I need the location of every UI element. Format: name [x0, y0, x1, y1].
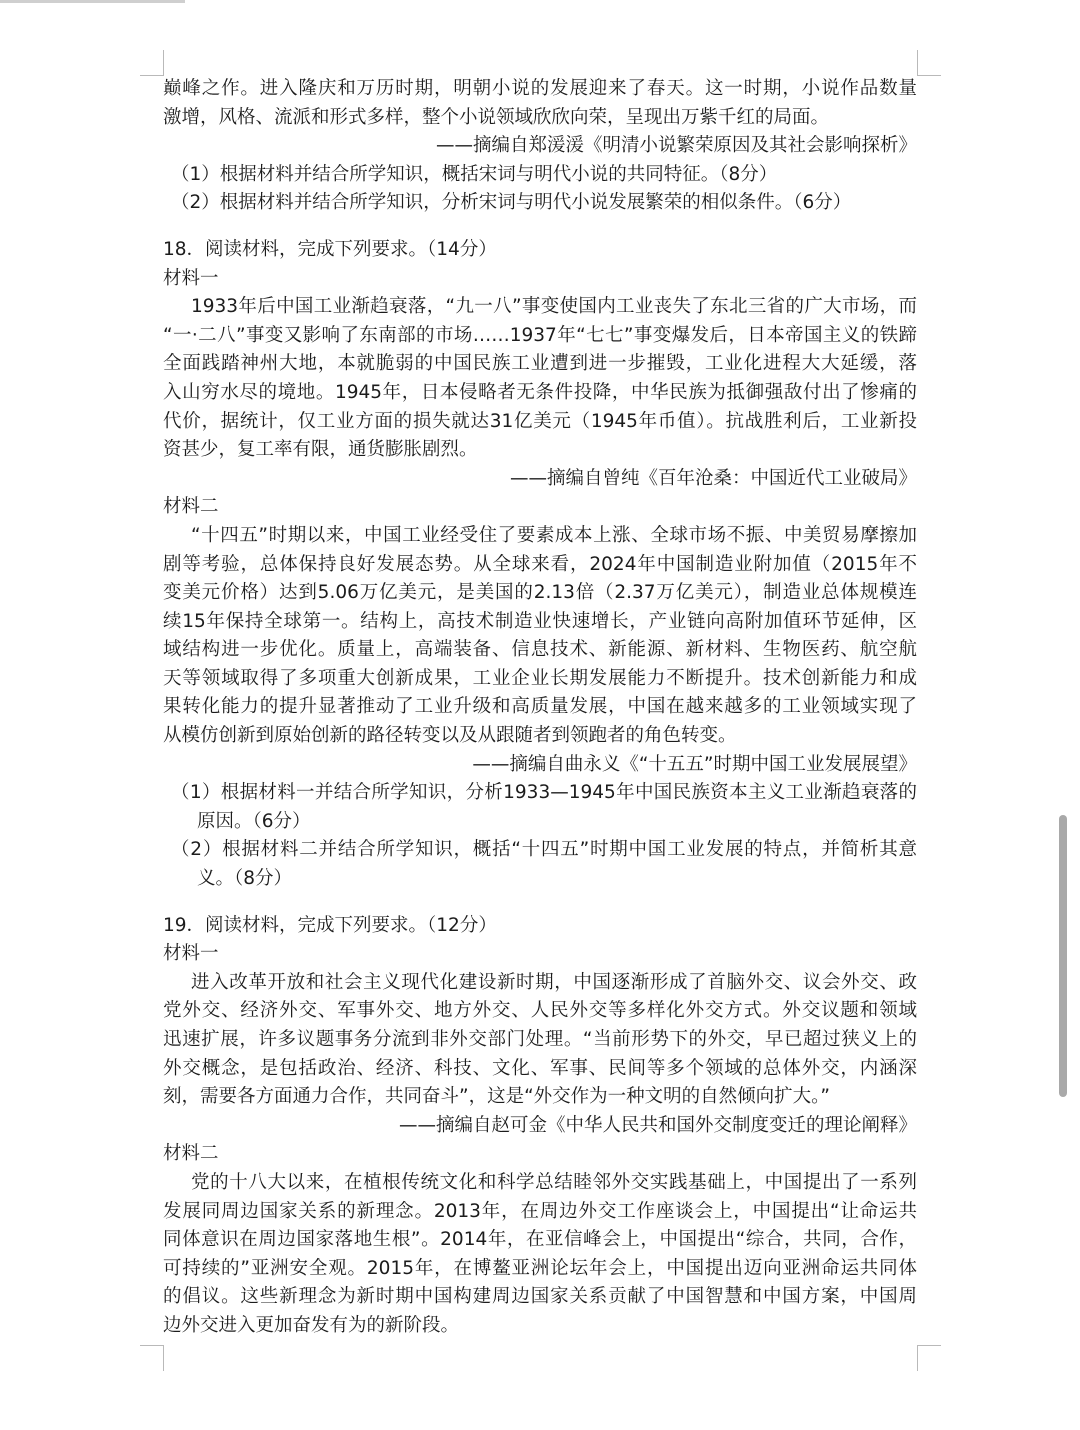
paragraph-line: “十四五”时期以来，中国工业经受住了要素成本上涨、全球市场不振、中美贸易摩擦加 [191, 524, 917, 546]
material-label: 材料二 [163, 1143, 219, 1165]
question-heading: 19．阅读材料，完成下列要求。（12分） [163, 914, 497, 936]
sub-question-line: （1）根据材料一并结合所学知识，分析1933—1945年中国民族资本主义工业渐趋衰落的 [171, 782, 917, 804]
source-citation: ——摘编自曲永义《“十五五”时期中国工业发展展望》 [472, 753, 917, 775]
paragraph-line: 剧等考验，总体保持良好发展态势。从全球来看，2024年中国制造业附加值（2015年不 [163, 553, 917, 575]
material-label: 材料一 [163, 267, 219, 289]
paragraph-line: 同体意识在周边国家落地生根”。2014年，在亚信峰会上，中国提出“综合，共同，合作， [163, 1229, 917, 1251]
crop-mark-bottom-right-h [917, 1345, 941, 1346]
paragraph-line: 边外交进入更加奋发有为的新阶段。 [163, 1314, 460, 1336]
paragraph-line: “一·二八”事变又影响了东南部的市场……1937年“七七”事变爆发后，日本帝国主义的铁蹄 [163, 324, 917, 346]
sub-question-line: 原因。（6分） [197, 810, 311, 832]
section-gap [163, 894, 917, 912]
paragraph-line: 巅峰之作。进入隆庆和万历时期，明朝小说的发展迎来了春天。这一时期，小说作品数量 [163, 78, 917, 99]
paragraph-line: 从模仿创新到原始创新的路径转变以及从跟随者到领跑者的角色转变。 [163, 725, 737, 747]
paragraph-line: 全面践踏神州大地，本就脆弱的中国民族工业遭到进一步摧毁，工业化进程大大延缓，落 [163, 353, 917, 375]
crop-mark-top-left [163, 50, 164, 76]
paragraph-line: 资甚少，复工率有限，通货膨胀剧烈。 [163, 439, 478, 461]
paragraph-line: 果转化能力的提升显著推动了工业升级和高质量发展，中国在越来越多的工业领域实现了 [163, 696, 917, 718]
paragraph-line: 入山穷水尽的境地。1945年，日本侵略者无条件投降，中华民族为抵御强敌付出了惨痛的 [163, 381, 917, 403]
paragraph-line: 天等领域取得了多项重大创新成果，工业企业长期发展能力不断提升。技术创新能力和成 [163, 667, 917, 689]
paragraph-line: 进入改革开放和社会主义现代化建设新时期，中国逐渐形成了首脑外交、议会外交、政 [191, 971, 917, 993]
crop-mark-bottom-left [163, 1345, 164, 1371]
paragraph-line: 域结构进一步优化。质量上，高端装备、信息技术、新能源、新材料、生物医药、航空航 [163, 639, 917, 661]
paragraph-line: 党的十八大以来，在植根传统文化和科学总结睦邻外交实践基础上，中国提出了一系列 [191, 1171, 917, 1193]
sub-question-line: 义。（8分） [197, 868, 293, 890]
source-citation: ——摘编自郑湲湲《明清小说繁荣原因及其社会影响探析》 [435, 135, 917, 157]
paragraph-line: 激增，风格、流派和形式多样，整个小说领域欣欣向荣，呈现出万紫千红的局面。 [163, 106, 830, 128]
crop-mark-bottom-right [917, 1345, 918, 1371]
paragraph-line: 外交概念，是包括政治、经济、科技、文化、军事、民间等多个领域的总体外交，内涵深 [163, 1057, 917, 1079]
crop-mark-top-right [917, 50, 918, 76]
section-gap [163, 218, 917, 236]
document-page [163, 75, 917, 1341]
crop-mark-bottom-left-h [140, 1345, 164, 1346]
question-heading: 18．阅读材料，完成下列要求。（14分） [163, 238, 497, 260]
crop-mark-top-left-h [140, 75, 164, 76]
source-citation: ——摘编自赵可金《中华人民共和国外交制度变迁的理论阐释》 [398, 1114, 917, 1136]
sub-question-line: （2）根据材料并结合所学知识，分析宋词与明代小说发展繁荣的相似条件。（6分） [171, 192, 852, 214]
sub-question-line: （2）根据材料二并结合所学知识，概括“十四五”时期中国工业发展的特点，并简析其意 [171, 839, 917, 861]
paragraph-line: 代价，据统计，仅工业方面的损失就达31亿美元（1945年币值）。抗战胜利后，工业新投 [163, 410, 917, 432]
material-label: 材料二 [163, 496, 219, 518]
paragraph-line: 发展同周边国家关系的新理念。2013年，在周边外交工作座谈会上，中国提出“让命运共 [163, 1200, 917, 1222]
crop-mark-top-right-h [917, 75, 941, 76]
paragraph-line: 1933年后中国工业渐趋衰落，“九一八”事变使国内工业丧失了东北三省的广大市场，而 [191, 296, 917, 318]
paragraph-line: 续15年保持全球第一。结构上，高技术制造业快速增长，产业链向高附加值环节延伸，区 [163, 610, 917, 632]
material-label: 材料一 [163, 943, 219, 965]
paragraph-line: 的倡议。这些新理念为新时期中国构建周边国家关系贡献了中国智慧和中国方案，中国周 [163, 1286, 917, 1308]
paragraph-line: 党外交、经济外交、军事外交、地方外交、人民外交等多样化外交方式。外交议题和领域 [163, 1000, 917, 1022]
paragraph-line: 迅速扩展，许多议题事务分流到非外交部门处理。“当前形势下的外交，早已超过狭义上的 [163, 1029, 917, 1050]
source-citation: ——摘编自曾纯《百年沧桑：中国近代工业破局》 [509, 467, 917, 489]
paragraph-line: 变美元价格）达到5.06万亿美元，是美国的2.13倍（2.37万亿美元），制造业总体规模连 [163, 582, 917, 604]
top-scroll-indicator [0, 0, 185, 3]
paragraph-line: 可持续的”亚洲安全观。2015年，在博鳌亚洲论坛年会上，中国提出迈向亚洲命运共同体 [163, 1257, 917, 1279]
paragraph-line: 刻，需要各方面通力合作，共同奋斗”，这是“外交作为一种文明的自然倾向扩大。” [163, 1086, 831, 1108]
sub-question-line: （1）根据材料并结合所学知识，概括宋词与明代小说的共同特征。（8分） [171, 163, 778, 185]
vertical-scrollbar[interactable] [1059, 815, 1067, 1097]
